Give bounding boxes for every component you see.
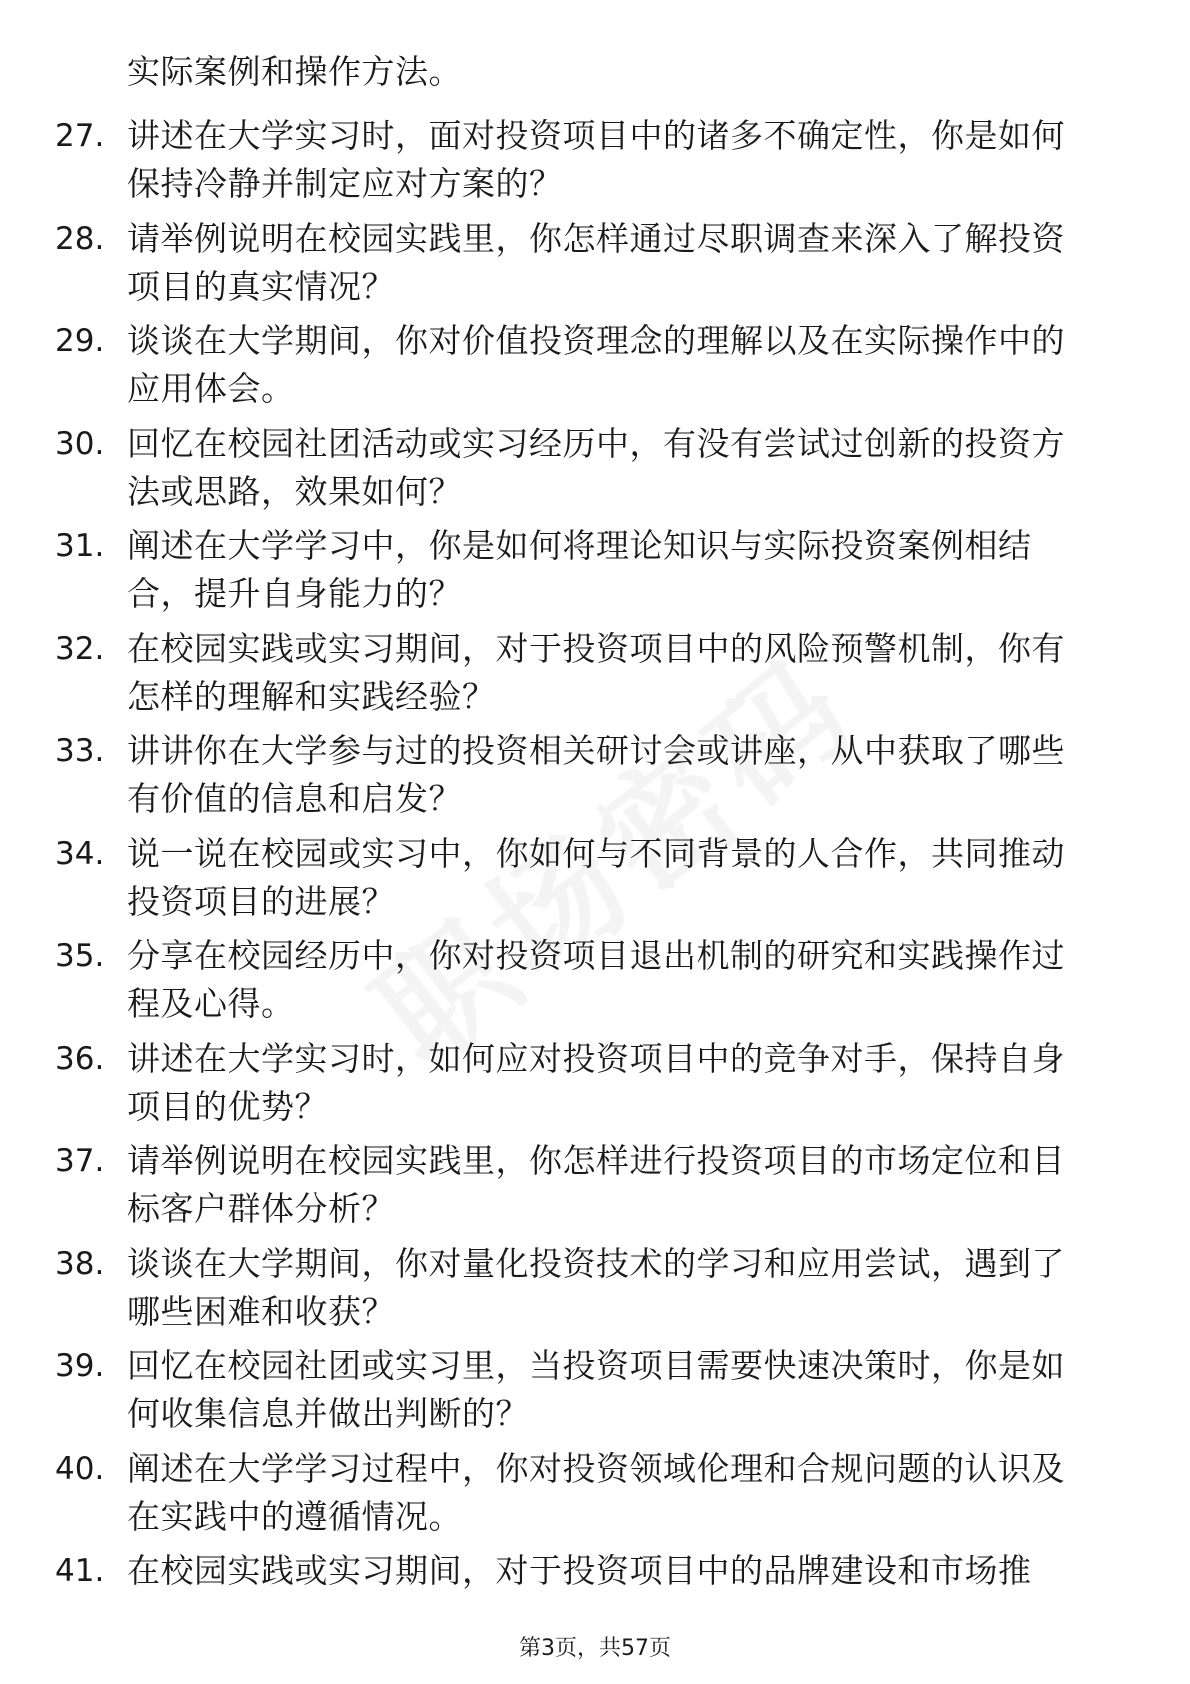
question-line: 谈谈在大学期间，你对价值投资理念的理解以及在实际操作中的 (127, 321, 1065, 360)
question-number: 33. (55, 733, 105, 769)
question-number: 28. (55, 220, 105, 257)
question-line: 有价值的信息和启发？ (127, 779, 462, 818)
question-item (0, 317, 1190, 420)
question-item (0, 420, 1190, 523)
question-text (127, 112, 1107, 208)
question-line: 在校园实践或实习期间，对于投资项目中的品牌建设和市场推 (127, 1551, 1032, 1590)
question-text (127, 215, 1107, 311)
question-line: 讲讲你在大学参与过的投资相关研讨会或讲座，从中获取了哪些 (127, 731, 1065, 770)
question-line: 请举例说明在校园实践里，你怎样进行投资项目的市场定位和目 (127, 1141, 1065, 1180)
question-line: 回忆在校园社团活动或实习经历中，有没有尝试过创新的投资方 (127, 423, 1065, 463)
question-text (127, 420, 1107, 516)
question-text (127, 932, 1107, 1028)
question-text (127, 625, 1107, 721)
continuation-text: 实际案例和操作方法。 (127, 52, 462, 91)
question-item (0, 1240, 1190, 1343)
question-number: 27. (55, 118, 105, 154)
question-line: 谈谈在大学期间，你对量化投资技术的学习和应用尝试，遇到了 (127, 1243, 1065, 1283)
question-line: 项目的真实情况？ (127, 266, 395, 306)
question-item (0, 112, 1190, 215)
question-number: 29. (55, 323, 105, 359)
question-line: 保持冷静并制定应对方案的？ (127, 164, 563, 203)
question-item (0, 1342, 1190, 1445)
question-line: 合，提升自身能力的？ (127, 574, 462, 613)
question-number: 36. (55, 1040, 105, 1077)
question-item (0, 1445, 1190, 1548)
question-text (127, 830, 1107, 926)
question-line: 阐述在大学学习中，你是如何将理论知识与实际投资案例相结 (127, 526, 1032, 565)
question-number: 35. (55, 938, 105, 974)
question-line: 说一说在校园或实习中，你如何与不同背景的人合作，共同推动 (127, 833, 1065, 873)
question-line: 项目的优势？ (127, 1086, 328, 1126)
question-item (0, 932, 1190, 1035)
question-text (127, 1342, 1107, 1438)
question-item (0, 727, 1190, 830)
question-text (127, 522, 1107, 618)
question-number: 32. (55, 630, 105, 667)
question-line: 何收集信息并做出判断的？ (127, 1394, 529, 1433)
question-number: 30. (55, 425, 105, 462)
question-item (0, 1137, 1190, 1240)
question-number: 34. (55, 835, 105, 872)
question-number: 31. (55, 528, 105, 564)
question-line: 讲述在大学实习时，如何应对投资项目中的竞争对手，保持自身 (127, 1038, 1065, 1078)
question-line: 哪些困难和收获？ (127, 1291, 395, 1331)
question-line: 讲述在大学实习时，面对投资项目中的诸多不确定性，你是如何 (127, 116, 1065, 155)
page-footer: 第3页，共57页 (519, 1636, 671, 1661)
question-line: 回忆在校园社团或实习里，当投资项目需要快速决策时，你是如 (127, 1346, 1065, 1385)
question-item (0, 625, 1190, 728)
question-line: 投资项目的进展？ (127, 881, 395, 921)
question-text (127, 1445, 1107, 1541)
question-number: 40. (55, 1450, 105, 1487)
question-line: 应用体会。 (127, 369, 295, 408)
question-line: 法或思路，效果如何？ (127, 471, 462, 511)
question-line: 请举例说明在校园实践里，你怎样通过尽职调查来深入了解投资 (127, 218, 1065, 258)
question-text (127, 317, 1107, 413)
question-item (0, 215, 1190, 318)
question-text (127, 727, 1107, 823)
question-number: 41. (55, 1553, 105, 1589)
question-line: 分享在校园经历中，你对投资项目退出机制的研究和实践操作过 (127, 936, 1065, 975)
question-text (127, 1240, 1107, 1336)
question-list (0, 112, 1190, 1650)
question-text (127, 1547, 1107, 1595)
question-item (0, 1035, 1190, 1138)
question-number: 37. (55, 1143, 105, 1179)
question-number: 39. (55, 1348, 105, 1384)
question-item (0, 522, 1190, 625)
question-number: 38. (55, 1245, 105, 1282)
question-line: 程及心得。 (127, 984, 295, 1023)
question-item (0, 830, 1190, 933)
question-text (127, 1035, 1107, 1131)
question-line: 标客户群体分析？ (127, 1189, 395, 1228)
question-line: 阐述在大学学习过程中，你对投资领域伦理和合规问题的认识及 (127, 1448, 1065, 1488)
question-line: 在实践中的遵循情况。 (127, 1496, 462, 1536)
question-text (127, 1137, 1107, 1233)
question-line: 怎样的理解和实践经验？ (127, 676, 496, 716)
question-line: 在校园实践或实习期间，对于投资项目中的风险预警机制，你有 (127, 628, 1065, 668)
